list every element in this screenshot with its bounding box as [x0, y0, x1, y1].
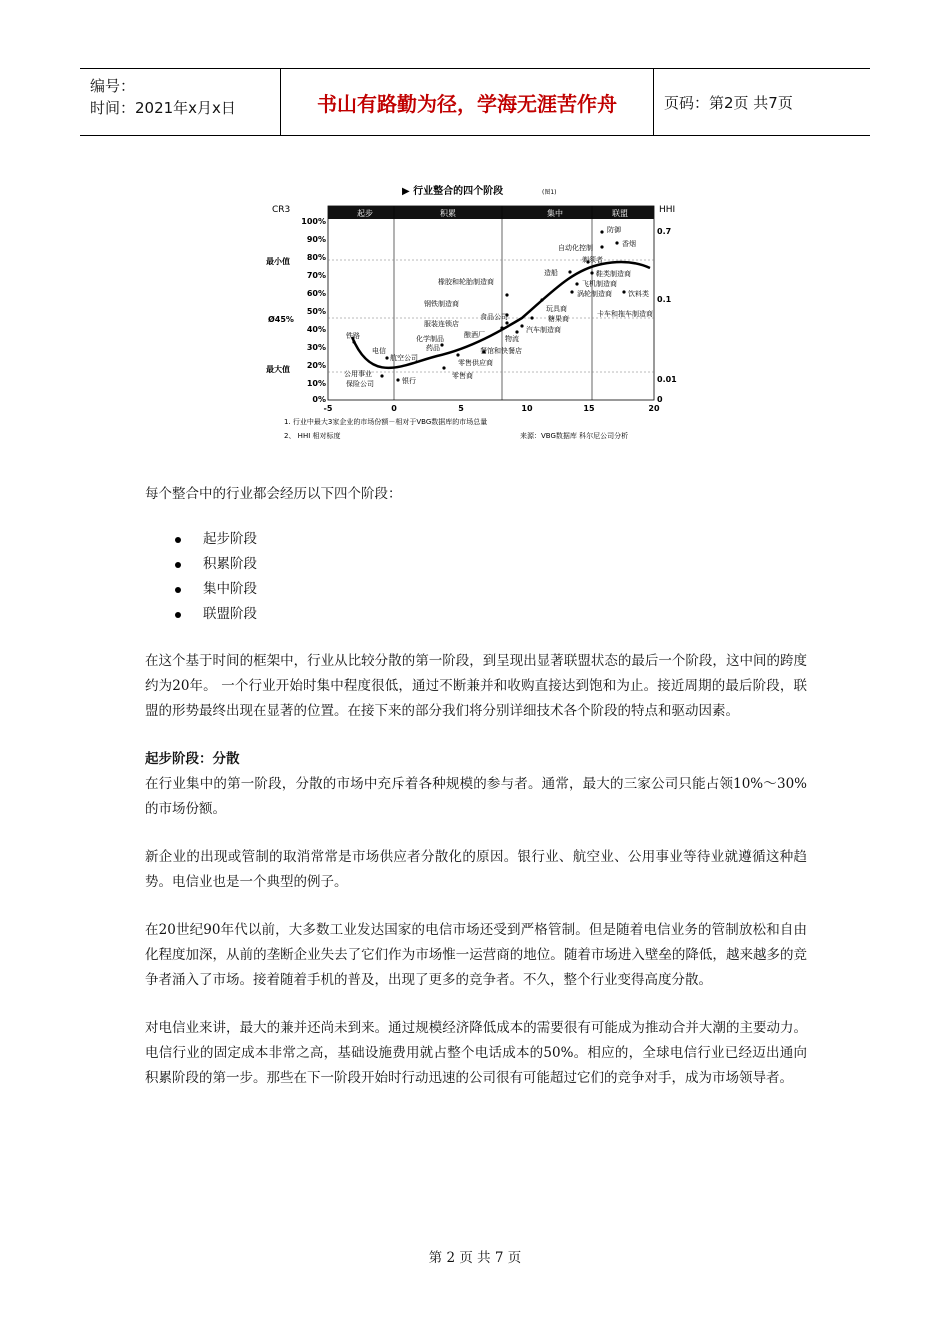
time-label: 时间：2021年x月x日 [90, 99, 236, 117]
list-item: 集中阶段 [145, 577, 807, 602]
industry-point [530, 316, 533, 319]
figure-note-2: 2、 HHI 相对标度 [284, 432, 341, 440]
paragraph: 新企业的出现或管制的取消常常是市场供应者分散化的原因。银行业、航空业、公用事业等待业就遵循这种趋势。电信业也是一个典型的例子。 [145, 849, 807, 890]
side-label-mid: Ø45% [268, 315, 294, 324]
industry-label: 银行 [402, 377, 416, 385]
right-tick: 0.01 [657, 375, 677, 384]
industry-point [568, 270, 571, 273]
industry-point [570, 290, 573, 293]
stage-label: 积累 [440, 209, 456, 218]
y-tick: 20% [306, 361, 326, 370]
industry-label: 零售商 [452, 372, 473, 380]
y-tick: 10% [306, 379, 326, 388]
right-tick: 0 [657, 395, 663, 404]
figure-source: 来源：VBG数据库 科尔尼公司分析 [520, 432, 629, 440]
industry-point [500, 326, 503, 329]
industry-point [615, 241, 618, 244]
paragraph: 在这个基于时间的框架中，行业从比较分散的第一阶段，到呈现出显著联盟状态的最后一个阶段，这中间的跨度约为20年。 一个行业开始时集中程度很低，通过不断兼并和收购直接达到饱和为止。接近周期的最后阶段，联盟的形势最终出现在显著的位置。在接下来的部分我们将分别详细技术各个阶段的特点和驱动因素。 [145, 653, 807, 719]
figure-number: (图1) [542, 189, 557, 196]
stage-label: 起步 [357, 209, 373, 218]
y-tick: 80% [306, 253, 326, 262]
page-header [80, 68, 870, 136]
y-tick: 60% [306, 289, 326, 298]
right-axis-label: HHI [659, 205, 676, 215]
x-tick: 20 [648, 404, 660, 413]
industry-label: 自动化控制 [558, 244, 593, 252]
paragraph: 在行业集中的第一阶段，分散的市场中充斥着各种规模的参与者。通常，最大的三家公司只能占领10%～30%的市场份额。 [145, 776, 807, 817]
x-tick: -5 [323, 404, 333, 413]
industry-label: 钢铁制造商 [424, 300, 459, 308]
bullet-icon [175, 562, 181, 568]
y-tick: 40% [306, 325, 326, 334]
stage-header-bar [328, 206, 654, 219]
paragraph: 在20世纪90年代以前，大多数工业发达国家的电信市场还受到严格管制。但是随着电信业务的管制放松和自由化程度加深，从前的垄断企业失去了它们作为市场惟一运营商的地位。随着市场进入壁垒的降低，越来越多的竞争者涌入了市场。接着随着手机的普及，出现了更多的竞争者。不久，整个行业变得高度分散。 [145, 922, 807, 988]
industry-label: 化学制品 [416, 335, 444, 343]
x-tick: 5 [458, 404, 464, 413]
industry-label: 涡轮制造商 [577, 290, 612, 298]
industry-label: 糖果商 [548, 315, 569, 323]
list-item: 起步阶段 [145, 527, 807, 552]
y-tick: 90% [306, 235, 326, 244]
industry-point [600, 230, 603, 233]
figure-note-1: 1. 行业中最大3家企业的市场份额－相对于VBG数据库的市场总量 [284, 418, 488, 426]
industry-point [380, 374, 383, 377]
industry-point [385, 356, 388, 359]
list-item: 积累阶段 [145, 552, 807, 577]
y-tick: 0% [312, 395, 326, 404]
right-tick: 0.1 [657, 295, 672, 304]
y-tick: 100% [301, 217, 326, 226]
industry-label: 药品 [426, 344, 440, 352]
industry-label: 服装连锁店 [424, 320, 459, 328]
industry-label: 公用事业 [344, 370, 372, 378]
paragraph: 对电信业来讲，最大的兼并还尚未到来。通过规模经济降低成本的需要很有可能成为推动合并大潮的主要动力。电信行业的固定成本非常之高，基础设施费用就占整个电话成本的50%。相应的，全球电信行业已经迈出通向积累阶段的第一步。那些在下一阶段开始时行动迅速的公司很有可能超过它们的竞争对手，成为市场领导者。 [145, 1020, 807, 1086]
list-item: 联盟阶段 [145, 602, 807, 627]
figure-title: ▶ 行业整合的四个阶段 [402, 186, 504, 197]
section-heading: 起步阶段：分散 [145, 751, 240, 767]
intro-text: 每个整合中的行业都会经历以下四个阶段： [145, 486, 402, 502]
industry-label: 电信 [372, 347, 386, 355]
industry-label: 餐馆和快餐店 [480, 347, 522, 355]
header-page-label: 页码：第2页 共7页 [664, 93, 793, 112]
industry-point [520, 324, 523, 327]
bullet-icon [175, 612, 181, 618]
industry-point [505, 293, 508, 296]
industry-consolidation-figure [262, 180, 682, 444]
bullet-icon [175, 537, 181, 543]
industry-label: 剃须者 [582, 256, 603, 264]
stage-label: 联盟 [612, 209, 628, 218]
industry-label: 橡胶和轮胎制造商 [438, 278, 494, 286]
industry-point [352, 340, 355, 343]
left-axis-label: CR3 [272, 205, 291, 215]
y-tick: 50% [306, 307, 326, 316]
industry-label: 饮料类 [628, 290, 649, 298]
industry-label: 航空公司 [390, 354, 418, 362]
y-tick: 30% [306, 343, 326, 352]
x-tick: 0 [391, 404, 397, 413]
industry-label: 汽车制造商 [526, 326, 561, 334]
industry-label: 香烟 [622, 240, 636, 248]
industry-point [515, 330, 518, 333]
industry-label: 食品公司 [480, 313, 508, 321]
x-tick: 10 [521, 404, 533, 413]
x-tick: 15 [583, 404, 595, 413]
industry-point [440, 343, 443, 346]
plot-frame [328, 206, 654, 400]
industry-label: 物流 [505, 335, 519, 343]
industry-point [442, 366, 445, 369]
side-label-min: 最小值 [266, 257, 290, 266]
industry-point [456, 353, 459, 356]
industry-label: 飞机制造商 [582, 280, 617, 288]
industry-point [575, 282, 578, 285]
right-tick: 0.7 [657, 227, 672, 236]
industry-point [622, 290, 625, 293]
industry-label: 铁路 [346, 332, 360, 340]
industry-point [396, 378, 399, 381]
page-footer: 第 2 页 共 7 页 [428, 1250, 522, 1266]
industry-label: 保险公司 [346, 380, 374, 388]
stage-label: 集中 [547, 209, 563, 218]
industry-point [540, 298, 543, 301]
industry-label: 玩具商 [546, 305, 567, 313]
industry-label: 酿酒厂 [464, 331, 485, 339]
bullet-icon [175, 587, 181, 593]
header-motto: 书山有路勤为径，学海无涯苦作舟 [281, 69, 654, 135]
number-label: 编号： [90, 77, 136, 95]
document-body [145, 482, 807, 1114]
industry-label: 零售供应商 [458, 359, 493, 367]
industry-point [590, 271, 593, 274]
industry-label: 防御 [607, 226, 621, 234]
industry-label: 卡车和拖车制造商 [597, 310, 653, 318]
industry-label: 造船 [544, 269, 558, 277]
header-meta [80, 69, 281, 135]
industry-point [505, 321, 508, 324]
industry-label: 鞋类制造商 [596, 270, 631, 278]
side-label-max: 最大值 [266, 365, 290, 374]
industry-point [600, 245, 603, 248]
stage-list [145, 527, 807, 627]
y-tick: 70% [306, 271, 326, 280]
